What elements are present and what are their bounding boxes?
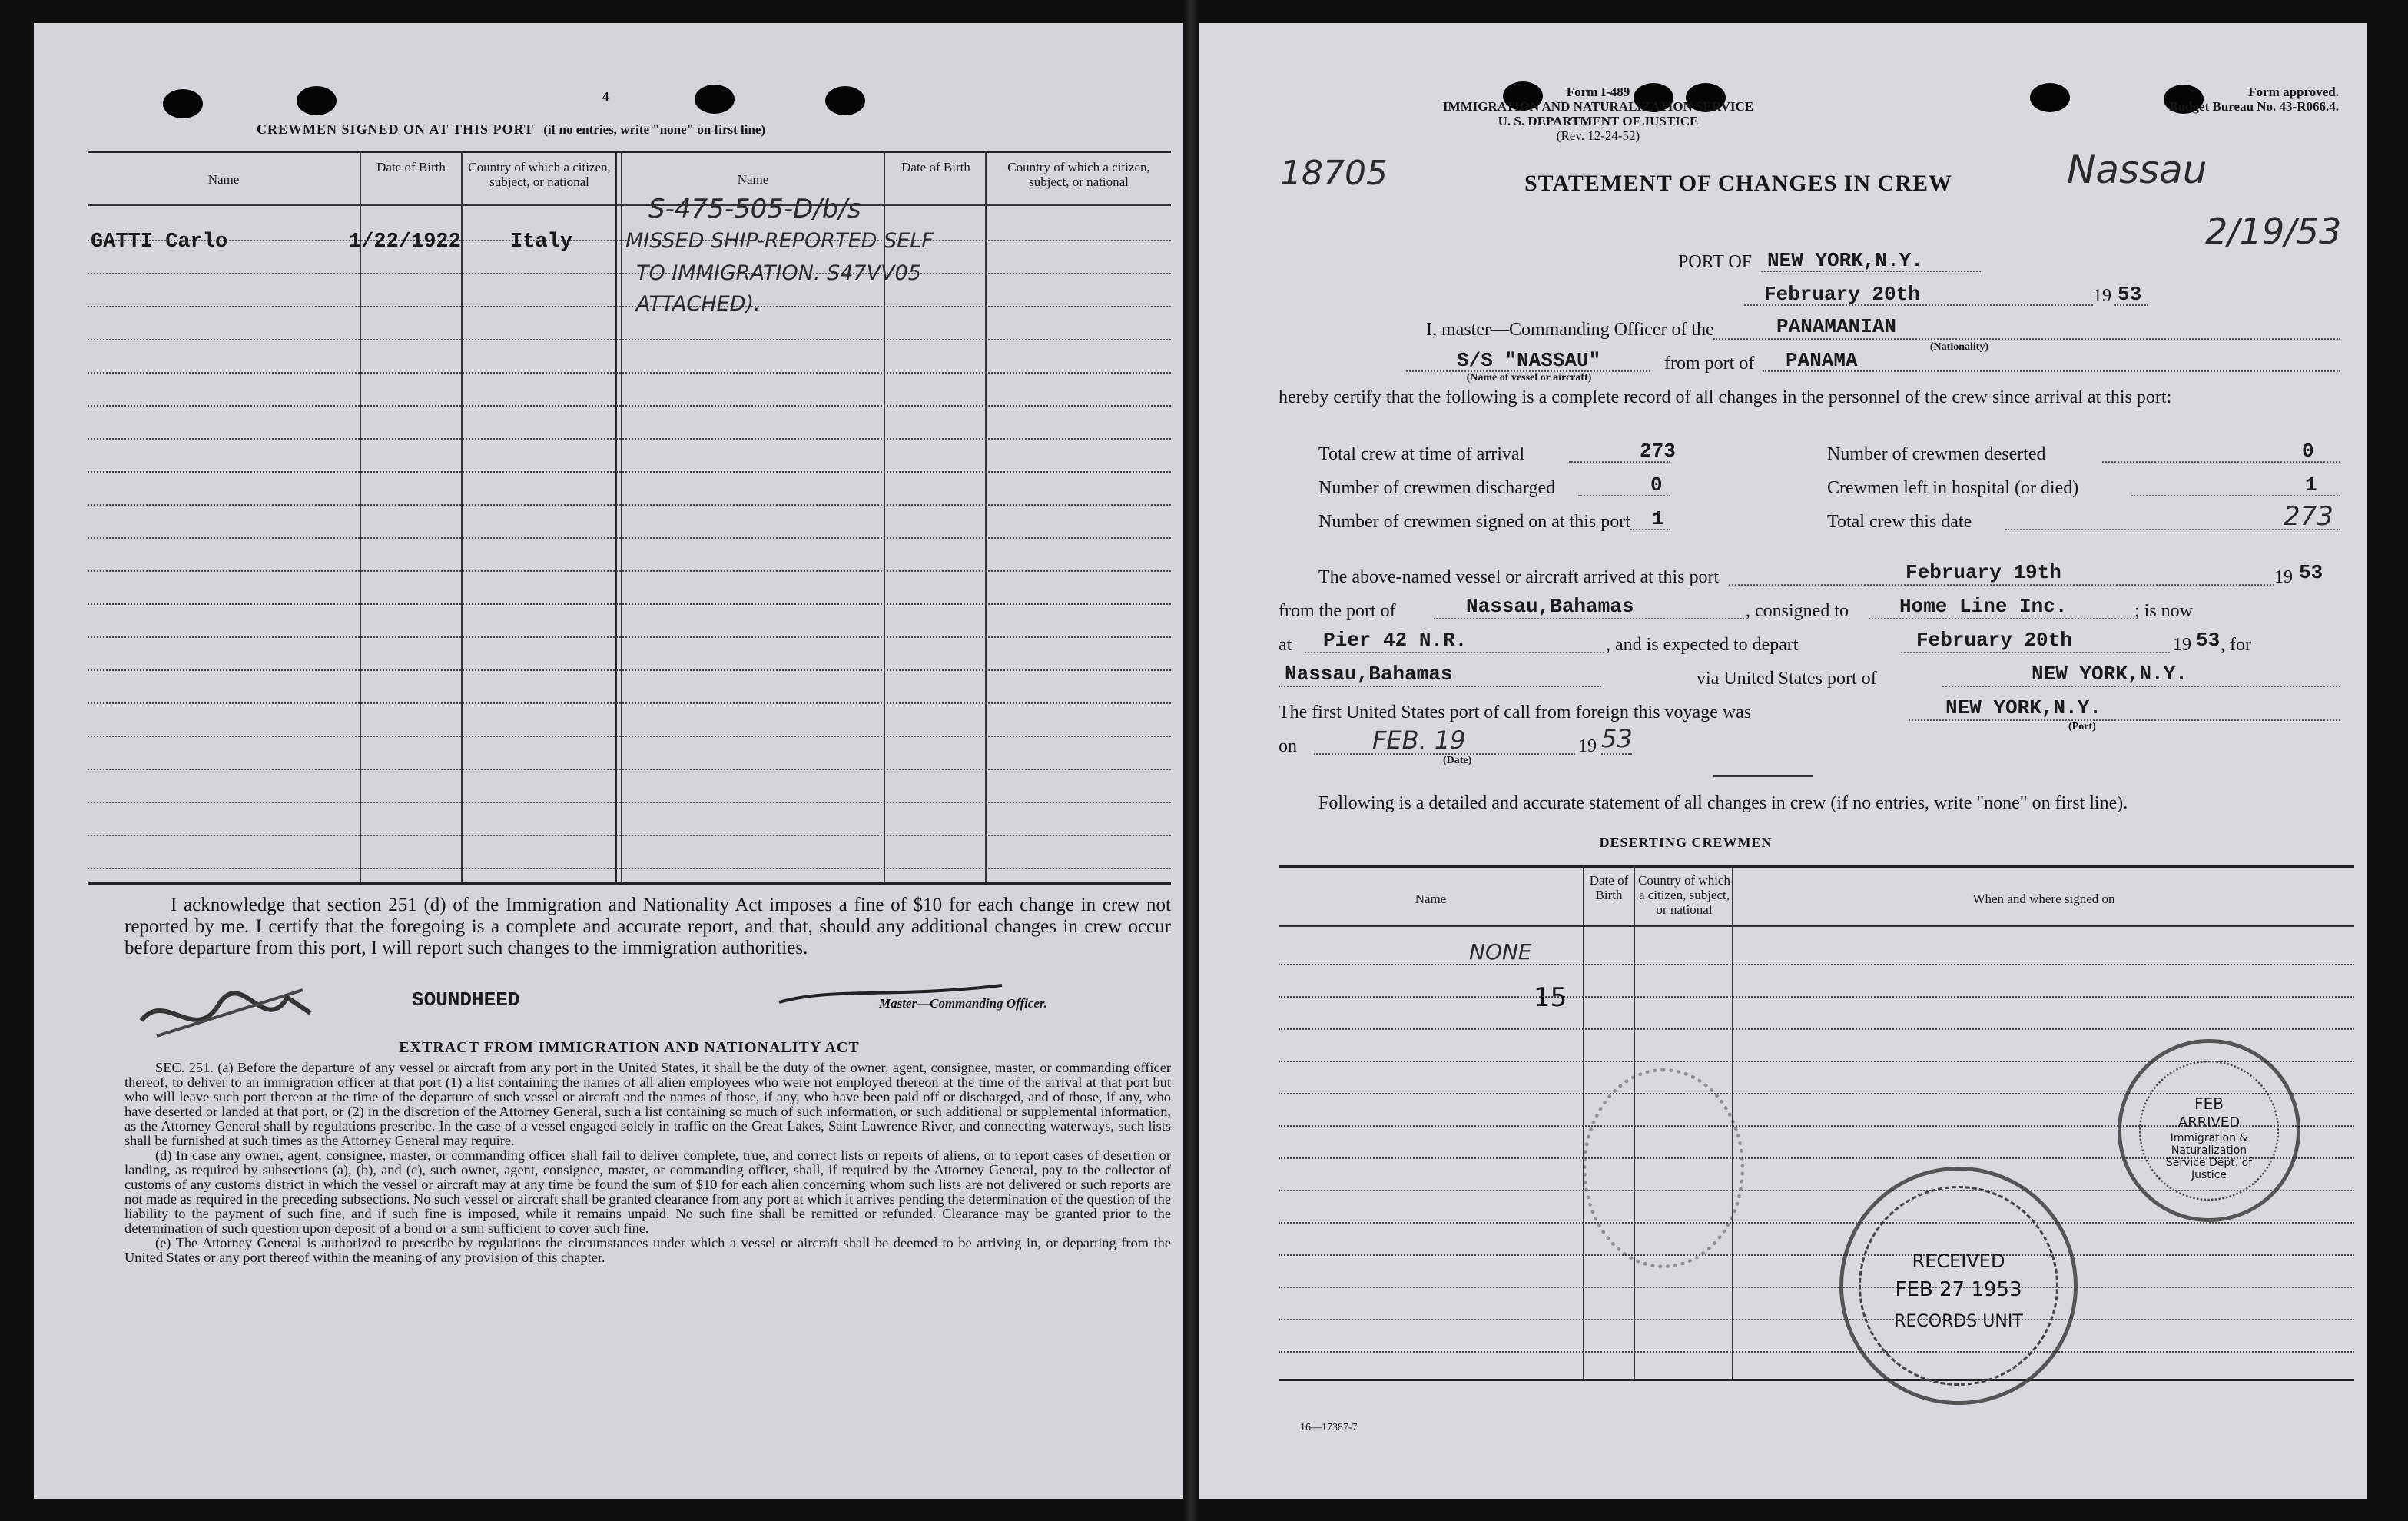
book-gutter: [1183, 0, 1199, 1521]
via-label: via United States port of: [1697, 669, 1877, 689]
row-rule: [88, 736, 1171, 737]
deserting-col-country: Country of which a citizen, subject, or national: [1638, 873, 1730, 917]
row-rule: [88, 702, 1171, 704]
row-rule: [88, 802, 1171, 803]
year-prefix: 19: [2173, 635, 2191, 655]
handwritten-note-line: ATTACHED).: [636, 292, 761, 316]
master-label: I, master—Commanding Officer of the: [1426, 320, 1714, 340]
punch-hole: [163, 89, 203, 118]
approval-line: Form approved.: [2248, 85, 2339, 99]
extract-section-e: (e) The Attorney General is authorized to prescribe by regulations the circumstances under which a vessel or aircraft shall be deemed to be arriving in, or departing from the United States or any port thereof within the meaning of any provision of this chapter.: [124, 1235, 1171, 1265]
punch-hole: [825, 86, 865, 115]
extract-title: EXTRACT FROM IMMIGRATION AND NATIONALITY ACT: [399, 1039, 860, 1056]
stamp-received-date: FEB 27 1953: [1895, 1278, 2022, 1301]
vessel-caption: (Name of vessel or aircraft): [1466, 372, 1592, 384]
col-header-country: Country of which a citizen, subject, or national: [468, 160, 611, 189]
expected-label: , and is expected to depart: [1606, 635, 1799, 655]
row-rule: [88, 372, 1171, 374]
handwritten-note-line: MISSED SHIP-REPORTED SELF: [625, 229, 934, 253]
row-rule: [1279, 1351, 2354, 1353]
following-text: Following is a detailed and accurate statement of all changes in crew (if no entries, write "none" on first line).: [1318, 793, 2128, 813]
arrival-year: 53: [2299, 561, 2323, 584]
row-rule: [88, 570, 1171, 572]
agency-name: IMMIGRATION AND NATURALIZATION SERVICE: [1442, 99, 1754, 114]
form-id: Form I-489: [1566, 85, 1630, 99]
from-port-label: from port of: [1664, 354, 1755, 374]
row-rule: [88, 669, 1171, 671]
first-port-label: The first United States port of call from foreign this voyage was: [1279, 702, 1752, 722]
stamp-month: FEB: [2194, 1094, 2224, 1113]
section-divider: [1713, 775, 1813, 777]
total-crew-this-date: 273: [2284, 501, 2333, 532]
origin-port: PANAMA: [1786, 349, 1858, 372]
deserting-col-dob: Date of Birth: [1589, 873, 1629, 902]
crewmen-deserted: 0: [2302, 440, 2314, 463]
departure-date: February 20th: [1916, 629, 2072, 652]
row-rule: [88, 636, 1171, 638]
row-rule: [1279, 964, 2354, 965]
approval-block: [2162, 85, 2339, 114]
stat-label: Number of crewmen deserted: [1827, 444, 2046, 464]
page-mark: 15: [1534, 982, 1567, 1013]
report-date: February 20th: [1764, 283, 1920, 306]
page-number: 4: [602, 89, 609, 104]
section-note: (if no entries, write "none" on first line): [543, 122, 766, 137]
is-now-label: ; is now: [2134, 601, 2194, 621]
year-prefix: 19: [2274, 567, 2293, 587]
consigned-label: , consigned to: [1746, 601, 1849, 621]
deserting-col-signed-on: When and where signed on: [1972, 892, 2115, 906]
row-rule: [88, 438, 1171, 440]
deserting-table-header-rule: [1279, 925, 2354, 927]
stat-label: Number of crewmen signed on at this port: [1318, 512, 1630, 532]
row-rule: [88, 504, 1171, 506]
from-port-of-label: from the port of: [1279, 601, 1396, 621]
col-header-dob: Date of Birth: [376, 160, 446, 174]
col-header-name-2: Name: [737, 172, 769, 187]
row-rule: [88, 339, 1171, 340]
handwritten-note-line: TO IMMIGRATION. S47VV05: [636, 261, 921, 285]
received-stamp: [1839, 1167, 2078, 1405]
stat-label: Crewmen left in hospital (or died): [1827, 478, 2079, 498]
row-rule: [1279, 1222, 2354, 1224]
deserting-table-top: [1279, 865, 2354, 868]
row-rule: [88, 273, 1171, 274]
report-year: 53: [2118, 283, 2142, 306]
certify-text: hereby certify that the following is a complete record of all changes in the personnel of the crew since arrival at this port:: [1279, 387, 2172, 407]
table-header-rule: [88, 204, 1171, 206]
signature-caption: Master—Commanding Officer.: [879, 996, 1047, 1011]
stat-label: Total crew this date: [1827, 512, 1972, 532]
faded-stamp: [1583, 1068, 1744, 1268]
stat-label: Total crew at time of arrival: [1318, 444, 1525, 464]
left-page: [34, 23, 1183, 1499]
nationality-caption: (Nationality): [1929, 341, 1989, 353]
row-rule: [88, 537, 1171, 539]
via-port: NEW YORK,N.Y.: [2032, 663, 2187, 686]
section-title: CREWMEN SIGNED ON AT THIS PORT: [257, 121, 534, 137]
row-rule: [88, 471, 1171, 473]
handwritten-ship-name: Nassau: [2067, 148, 2207, 192]
crewmen-signed-on: 1: [1652, 507, 1664, 530]
vessel-name: S/S "NASSAU": [1457, 349, 1601, 372]
row-rule: [1279, 996, 2354, 998]
year-prefix: 19: [2093, 286, 2111, 306]
crewman-name: GATTI Carlo: [91, 231, 228, 254]
crewman-country: Italy: [510, 231, 573, 254]
crewmen-hospital: 1: [2305, 473, 2317, 496]
destination-port: Nassau,Bahamas: [1285, 663, 1453, 686]
arrival-date: February 19th: [1906, 561, 2061, 584]
form-header: [1352, 85, 1844, 143]
departure-year: 53: [2196, 629, 2221, 652]
total-crew-arrival: 273: [1640, 440, 1676, 463]
at-label: at: [1279, 635, 1292, 655]
row-rule: [88, 603, 1171, 605]
row-rule: [88, 306, 1171, 307]
stat-label: Number of crewmen discharged: [1318, 478, 1556, 498]
port-caption: (Port): [2068, 721, 2096, 732]
extract-body: [124, 1061, 1171, 1265]
stamp-arrived: ARRIVED: [2177, 1114, 2241, 1131]
first-port-year: 53: [1601, 724, 1633, 753]
row-rule: [1279, 1028, 2354, 1030]
deserting-entry: NONE: [1469, 939, 1532, 965]
master-signature-stamp: SOUNDHEED: [412, 988, 520, 1011]
crewmen-discharged: 0: [1650, 473, 1663, 496]
right-page: [1199, 23, 2367, 1499]
deserting-col-name: Name: [1415, 892, 1447, 906]
col-header-country-2: Country of which a citizen, subject, or national: [1007, 160, 1150, 189]
punch-hole: [695, 85, 735, 114]
row-rule: [88, 769, 1171, 770]
punch-hole: [2030, 83, 2070, 112]
handwritten-number: 18705: [1280, 154, 1388, 193]
table-top-rule: [88, 151, 1171, 153]
row-rule: [1279, 1287, 2354, 1288]
extract-section-a: SEC. 251. (a) Before the departure of any vessel or aircraft from any port in the United States, it shall be the duty of the owner, agent, consignee, master, or commanding officer thereof, to deliver to an immigration officer at that port (1) a list containing the names of all alien employees who were not employed thereon at the time of the arrival at that port but who will leave such port thereon at the time of the departure of such vessel or aircraft and the names of those, if any, who have been paid off or discharged, and of those, if any, who have deserted or landed at that port, or (2) in the discretion of the Attorney General, such a list containing so much of such information, or such additional or supplemental information, as the Attorney General shall by regulations prescribe. In the case of a vessel engaged solely in traffic on the Great Lakes, Saint Lawrence River, and connecting waterways, such lists shall be furnished at such times as the Attorney General may require.: [124, 1060, 1171, 1148]
departure-port: Nassau,Bahamas: [1466, 595, 1634, 618]
port-label: PORT OF: [1678, 252, 1753, 272]
form-revision: (Rev. 12-24-52): [1556, 128, 1640, 143]
col-header-name: Name: [207, 172, 240, 187]
for-label: , for: [2221, 635, 2251, 655]
stamp-records-unit: RECORDS UNIT: [1894, 1312, 2023, 1331]
vessel-nationality: PANAMANIAN: [1776, 315, 1897, 338]
extract-section-d: (d) In case any owner, agent, consignee, master, or commanding officer shall fail to deliver complete, true, and correct lists or reports of aliens, or to report cases of desertion or landing, as required by subsections (a), (b), and (c), such owner, agent, consignee, master, or commanding officer, shall, if required by the Attorney General, pay to the collector of customs of any customs district in which the vessel or aircraft may at any time be found the sum of $10 for each alien concerning whom such lists are not delivered or such reports are not made as required in the preceding subsections. No such vessel or aircraft shall be granted clearance from any port at which it arrives pending the determination of the question of the liability to the payment of such fine, and if such fine is imposed, while it remains unpaid. No such fine shall be remitted or refunded. Clearance may be granted prior to the determination of such question upon deposit of a bond or a sum sufficient to cover such fine.: [124, 1147, 1171, 1236]
handwritten-file-number: S-475-505-D/b/s: [648, 194, 861, 224]
row-rule: [1279, 1254, 2354, 1256]
stamp-received: RECEIVED: [1912, 1250, 2005, 1272]
deserting-title: DESERTING CREWMEN: [1599, 835, 1773, 850]
col-header-dob-2: Date of Birth: [901, 160, 970, 174]
row-rule: [1279, 1319, 2354, 1320]
arrived-label: The above-named vessel or aircraft arrived at this port: [1318, 567, 1720, 587]
first-port-date: FEB. 19: [1372, 726, 1466, 755]
budget-bureau-number: Budget Bureau No. 43-R066.4.: [2169, 99, 2339, 114]
year-prefix: 19: [1578, 736, 1597, 756]
row-rule: [88, 405, 1171, 407]
row-rule: [88, 868, 1171, 869]
berth-location: Pier 42 N.R.: [1323, 629, 1468, 652]
port-value: NEW YORK,N.Y.: [1767, 249, 1923, 272]
on-label: on: [1279, 736, 1297, 756]
row-rule: [88, 835, 1171, 836]
section-header: [257, 121, 1025, 138]
department-name: U. S. DEPARTMENT OF JUSTICE: [1498, 114, 1699, 128]
stamp-agency: Immigration & Naturalization Service Dept. of Justice: [2165, 1132, 2253, 1181]
form-title: STATEMENT OF CHANGES IN CREW: [1524, 171, 1952, 196]
handwritten-date: 2/19/53: [2205, 211, 2342, 252]
first-port-of-call: NEW YORK,N.Y.: [1945, 696, 2101, 719]
arrived-stamp: [2118, 1039, 2300, 1222]
footer-code: 16—17387-7: [1300, 1422, 1358, 1433]
date-caption: (Date): [1443, 755, 1472, 766]
crewman-dob: 1/22/1922: [349, 231, 461, 254]
consignee: Home Line Inc.: [1899, 595, 2068, 618]
acknowledgement-text: I acknowledge that section 251 (d) of the Immigration and Nationality Act imposes a fine of $10 for each change in crew not reported by me. I certify that the foregoing is a complete and accurate report, and that, should any additional changes in crew occur before departure from this port, I will report such changes to the immigration authorities.: [124, 895, 1171, 958]
punch-hole: [297, 86, 337, 115]
